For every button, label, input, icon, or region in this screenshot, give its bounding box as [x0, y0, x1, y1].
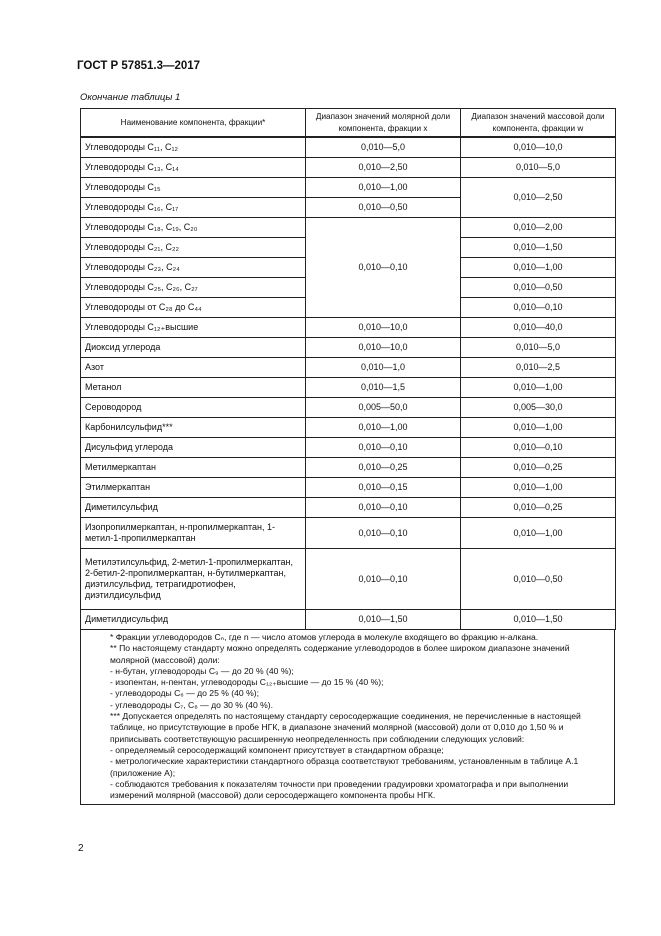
mass-range: 0,010—0,25: [461, 458, 616, 478]
mass-range: 0,010—0,50: [461, 549, 616, 610]
table-row: [81, 478, 616, 498]
molar-range: 0,010—0,10: [306, 549, 461, 610]
footnote-2-item: - углеводороды C₆ — до 25 % (40 %);: [110, 688, 259, 699]
mass-range: 0,010—2,5: [461, 358, 616, 378]
molar-range: 0,005—50,0: [306, 398, 461, 418]
molar-range: 0,010—0,10: [306, 518, 461, 549]
footnote-1: * Фракции углеводородов Cₙ, где n — число атомов углерода в молекуле входящего во фракцию н-алкана.: [110, 632, 539, 642]
mass-range: 0,010—1,00: [461, 418, 616, 438]
table-row: [81, 358, 616, 378]
table-wrapper: [80, 108, 615, 805]
mass-range: 0,010—1,00: [461, 478, 616, 498]
footnote-2-item: - углеводороды C₇, C₈ — до 30 % (40 %).: [110, 699, 274, 710]
table-row: [81, 158, 616, 178]
component-name: Азот: [81, 358, 306, 378]
footnote-3-item: - определяемый серосодержащий компонент присутствует в стандартном образце;: [110, 744, 444, 755]
table-row: [81, 549, 616, 610]
table-row: [81, 318, 616, 338]
component-name: Углеводороды C₂₃, C₂₄: [81, 258, 306, 278]
component-name: Метанол: [81, 378, 306, 398]
mass-range: 0,010—2,00: [461, 218, 616, 238]
mass-range: 0,005—30,0: [461, 398, 616, 418]
component-name: Углеводороды C₁₂₊высшие: [81, 318, 306, 338]
table-row: [81, 418, 616, 438]
mass-range: 0,010—0,10: [461, 438, 616, 458]
mass-range: 0,010—0,25: [461, 498, 616, 518]
table-row: [81, 178, 616, 198]
component-name: Карбонилсульфид***: [81, 418, 306, 438]
footnote-3-item: - метрологические характеристики стандартного образца соответствуют требованиям, установленным в таблице А.1 (приложение А);: [110, 756, 579, 778]
component-name: Углеводороды от C₂₈ до C₄₄: [81, 298, 306, 318]
molar-range: 0,010—1,50: [306, 610, 461, 630]
molar-range: 0,010—0,10: [306, 438, 461, 458]
component-name: Диметилдисульфид: [81, 610, 306, 630]
table-row: [81, 438, 616, 458]
mass-range: 0,010—0,10: [461, 298, 616, 318]
footnote-2-item: - н-бутан, углеводороды C₉ — до 20 % (40 %);: [110, 665, 294, 676]
mass-range: 0,010—1,50: [461, 610, 616, 630]
molar-range: 0,010—10,0: [306, 318, 461, 338]
table-footnotes: [80, 630, 615, 805]
table-row: [81, 610, 616, 630]
component-name: Метилмеркаптан: [81, 458, 306, 478]
component-name: Углеводороды C₁₃, C₁₄: [81, 158, 306, 178]
mass-range: 0,010—1,00: [461, 518, 616, 549]
molar-range: 0,010—0,10: [306, 498, 461, 518]
component-name: Изопропилмеркаптан, н-пропилмеркаптан, 1-метил-1-пропилмеркаптан: [81, 518, 306, 549]
header-mass: Диапазон значений массовой доли компонента, фракции w: [461, 109, 616, 138]
mass-range: 0,010—1,00: [461, 258, 616, 278]
document-id: ГОСТ Р 57851.3—2017: [77, 60, 201, 72]
page-number: 2: [78, 843, 84, 854]
component-name: Углеводороды C₁₈, C₁₉, C₂₀: [81, 218, 306, 238]
molar-range: 0,010—0,50: [306, 198, 461, 218]
molar-range: 0,010—10,0: [306, 338, 461, 358]
table-header-row: [81, 109, 616, 138]
footnote-2-item: - изопентан, н-пентан, углеводороды C₁₂₊высшие — до 15 % (40 %);: [110, 677, 384, 688]
molar-range: 0,010—0,10: [306, 218, 461, 318]
component-name: Сероводород: [81, 398, 306, 418]
mass-range: 0,010—10,0: [461, 137, 616, 158]
header-component: Наименование компонента, фракции*: [81, 109, 306, 138]
molar-range: 0,010—5,0: [306, 137, 461, 158]
table-row: [81, 458, 616, 478]
component-name: Этилмеркаптан: [81, 478, 306, 498]
table-row: [81, 498, 616, 518]
molar-range: 0,010—0,15: [306, 478, 461, 498]
molar-range: 0,010—1,00: [306, 178, 461, 198]
components-table: [80, 108, 616, 630]
table-row: [81, 398, 616, 418]
table-row: [81, 218, 616, 238]
mass-range: 0,010—0,50: [461, 278, 616, 298]
molar-range: 0,010—1,5: [306, 378, 461, 398]
component-name: Метилэтилсульфид, 2-метил-1-пропилмеркаптан, 2-бетил-2-пропилмеркаптан, н-бутилмеркаптан, диэтилсульфид, тетрагидротиофен, диэтилдисульфид: [81, 549, 306, 610]
mass-range: 0,010—2,50: [461, 178, 616, 218]
table-row: [81, 338, 616, 358]
component-name: Углеводороды C₁₁, C₁₂: [81, 137, 306, 158]
molar-range: 0,010—1,00: [306, 418, 461, 438]
molar-range: 0,010—1,0: [306, 358, 461, 378]
component-name: Углеводороды C₁₆, C₁₇: [81, 198, 306, 218]
header-molar: Диапазон значений молярной доли компонента, фракции x: [306, 109, 461, 138]
footnote-3-item: - соблюдаются требования к показателям точности при проведении градуировки хроматографа и при выполнении измерений молярной (массовой) доли серосодержащего компонента пробы НГК.: [110, 778, 569, 801]
component-name: Углеводороды C₂₅, C₂₆, C₂₇: [81, 278, 306, 298]
component-name: Углеводороды C₁₅: [81, 178, 306, 198]
mass-range: 0,010—40,0: [461, 318, 616, 338]
mass-range: 0,010—1,00: [461, 378, 616, 398]
component-name: Диметилсульфид: [81, 498, 306, 518]
table-caption: Окончание таблицы 1: [80, 92, 181, 103]
component-name: Диоксид углерода: [81, 338, 306, 358]
footnote-2: ** По настоящему стандарту можно определять содержание углеводородов в более широком диапазоне значений молярной (массовой) доли:: [110, 643, 570, 665]
table-row: [81, 137, 616, 158]
footnote-3: *** Допускается определять по настоящему стандарту серосодержащие соединения, не перечисленные в настоящей таблице, но присутствующие в пробе НГК, в диапазоне значений молярной (массовой) доли от 0,010 до 1,50 % и приписывать соответствующую расширенную неопределенность при соблюдении следующих условий:: [110, 711, 581, 744]
table-row: [81, 378, 616, 398]
table-row: [81, 518, 616, 549]
molar-range: 0,010—0,25: [306, 458, 461, 478]
mass-range: 0,010—5,0: [461, 338, 616, 358]
mass-range: 0,010—5,0: [461, 158, 616, 178]
molar-range: 0,010—2,50: [306, 158, 461, 178]
mass-range: 0,010—1,50: [461, 238, 616, 258]
component-name: Дисульфид углерода: [81, 438, 306, 458]
component-name: Углеводороды C₂₁, C₂₂: [81, 238, 306, 258]
